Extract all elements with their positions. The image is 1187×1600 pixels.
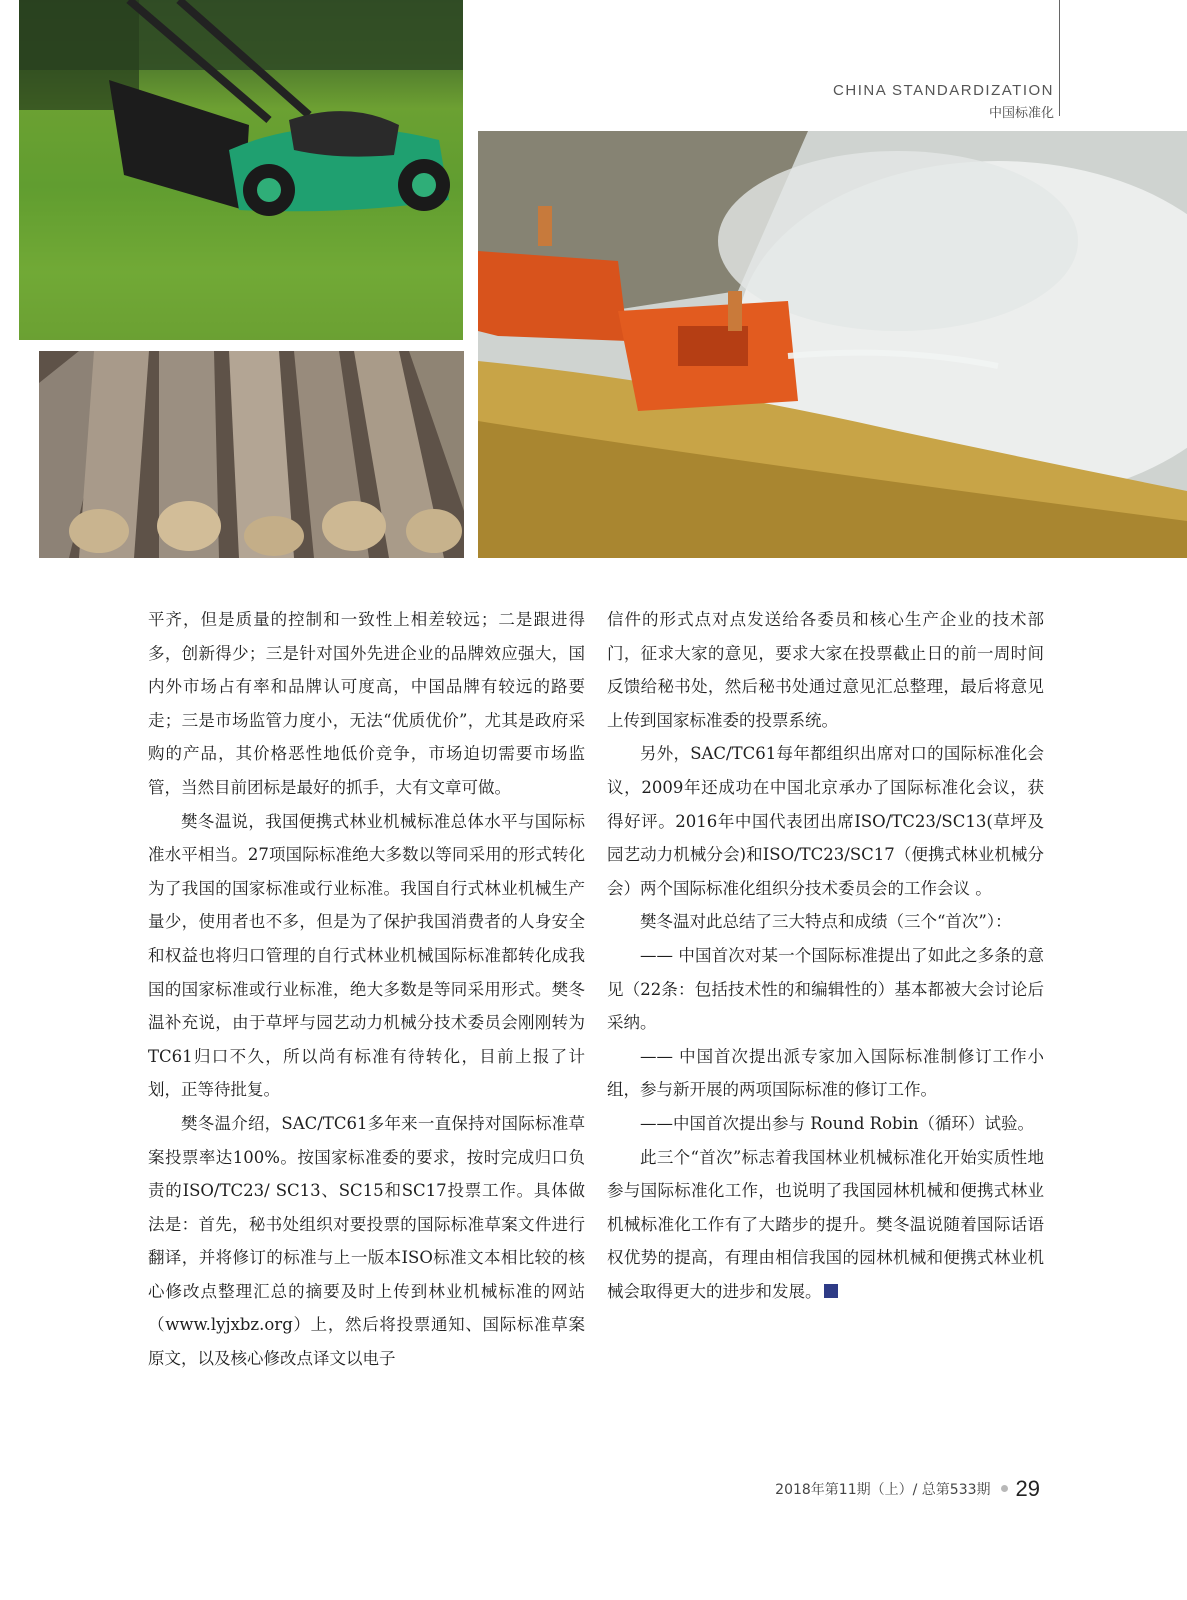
closing-paragraph-text: 此三个“首次”标志着我国林业机械标准化开始实质性地参与国际标准化工作，也说明了我国园林机械和便携式林业机械标准化工作有了大踏步的提升。樊冬温说随着国际话语权优势的提高，有理由相信我国的园林机械和便携式林业机械会取得更大的进步和发展。 xyxy=(607,1147,1044,1301)
header-divider xyxy=(1059,0,1060,116)
closing-paragraph xyxy=(607,1141,1044,1309)
stacked-logs-illustration xyxy=(39,351,464,558)
page-footer xyxy=(775,1476,1040,1502)
footer-dot-icon xyxy=(1001,1485,1008,1492)
paragraph: 樊冬温说，我国便携式林业机械标准总体水平与国际标准水平相当。27项国际标准绝大多数以等同采用的形式转化为了我国的国家标准或行业标准。我国自行式林业机械生产量少，使用者也不多，但是为了保护我国消费者的人身安全和权益也将归口管理的自行式林业机械国际标准都转化成我国的国家标准或行业标准，绝大多数是等同采用形式。樊冬温补充说，由于草坪与园艺动力机械分技术委员会刚刚转为TC61归口不久，所以尚有标准有待转化，目前上报了计划，正等待批复。 xyxy=(148,811,585,1100)
forest-fire-illustration xyxy=(478,131,1187,558)
paragraph-continuation: 信件的形式点对点发送给各委员和核心生产企业的技术部门，征求大家的意见，要求大家在投票截止日的前一周时间反馈给秘书处，然后秘书处通过意见汇总整理，最后将意见上传到国家标准委的投票系统。 xyxy=(607,610,1044,730)
paragraph: 樊冬温介绍，SAC/TC61多年来一直保持对国际标准草案投票率达100%。按国家标准委的要求，按时完成归口负责的ISO/TC23/ SC13、SC15和SC17投票工作。具体做法是：首先，秘书处组织对要投票的国际标准草案文件进行翻译，并将修订的标准与上一版本ISO标准文本相比较的核心修改点整理汇总的摘要及时上传到林业机械标准的网站（www.lyjxbz.org）上，然后将投票通知、国际标准草案原文，以及核心修改点译文以电子 xyxy=(148,1113,585,1369)
paragraph: —— 中国首次提出派专家加入国际标准制修订工作小组，参与新开展的两项国际标准的修订工作。 xyxy=(607,1046,1044,1100)
page-number: 29 xyxy=(1015,1476,1040,1501)
paragraph: 樊冬温对此总结了三大特点和成绩（三个“首次”）： xyxy=(640,912,1012,932)
magazine-title-cn: 中国标准化 xyxy=(988,106,1054,121)
lawn-mower-photo xyxy=(19,0,463,340)
article-end-mark-icon xyxy=(824,1284,838,1298)
article-left-column xyxy=(148,603,585,1376)
stacked-logs-photo xyxy=(39,351,464,558)
paragraph: —— 中国首次对某一个国际标准提出了如此之多条的意见（22条：包括技术性的和编辑性的）基本都被大会讨论后采纳。 xyxy=(607,945,1044,1033)
paragraph: ——中国首次提出参与 Round Robin（循环）试验。 xyxy=(640,1113,1034,1133)
magazine-title-en: CHINA STANDARDIZATION xyxy=(833,82,1054,99)
issue-info: 2018年第11期（上）/ 总第533期 xyxy=(775,1482,991,1498)
article-right-column xyxy=(607,603,1044,1308)
lawn-mower-illustration xyxy=(19,0,463,340)
paragraph: 另外，SAC/TC61每年都组织出席对口的国际标准化会议，2009年还成功在中国北京承办了国际标准化会议，获得好评。2016年中国代表团出席ISO/TC23/SC13(草坪及园艺动力机械分会)和ISO/TC23/SC17（便携式林业机械分会）两个国际标准化组织分技术委员会的工作会议 。 xyxy=(607,744,1044,898)
forest-fire-truck-photo xyxy=(478,131,1187,558)
paragraph-continuation: 平齐，但是质量的控制和一致性上相差较远；二是跟进得多，创新得少；三是针对国外先进企业的品牌效应强大，国内外市场占有率和品牌认可度高，中国品牌有较远的路要走；三是市场监管力度小，无法“优质优价”，尤其是政府采购的产品，其价格恶性地低价竞争，市场迫切需要市场监管，当然目前团标是最好的抓手，大有文章可做。 xyxy=(148,610,585,797)
